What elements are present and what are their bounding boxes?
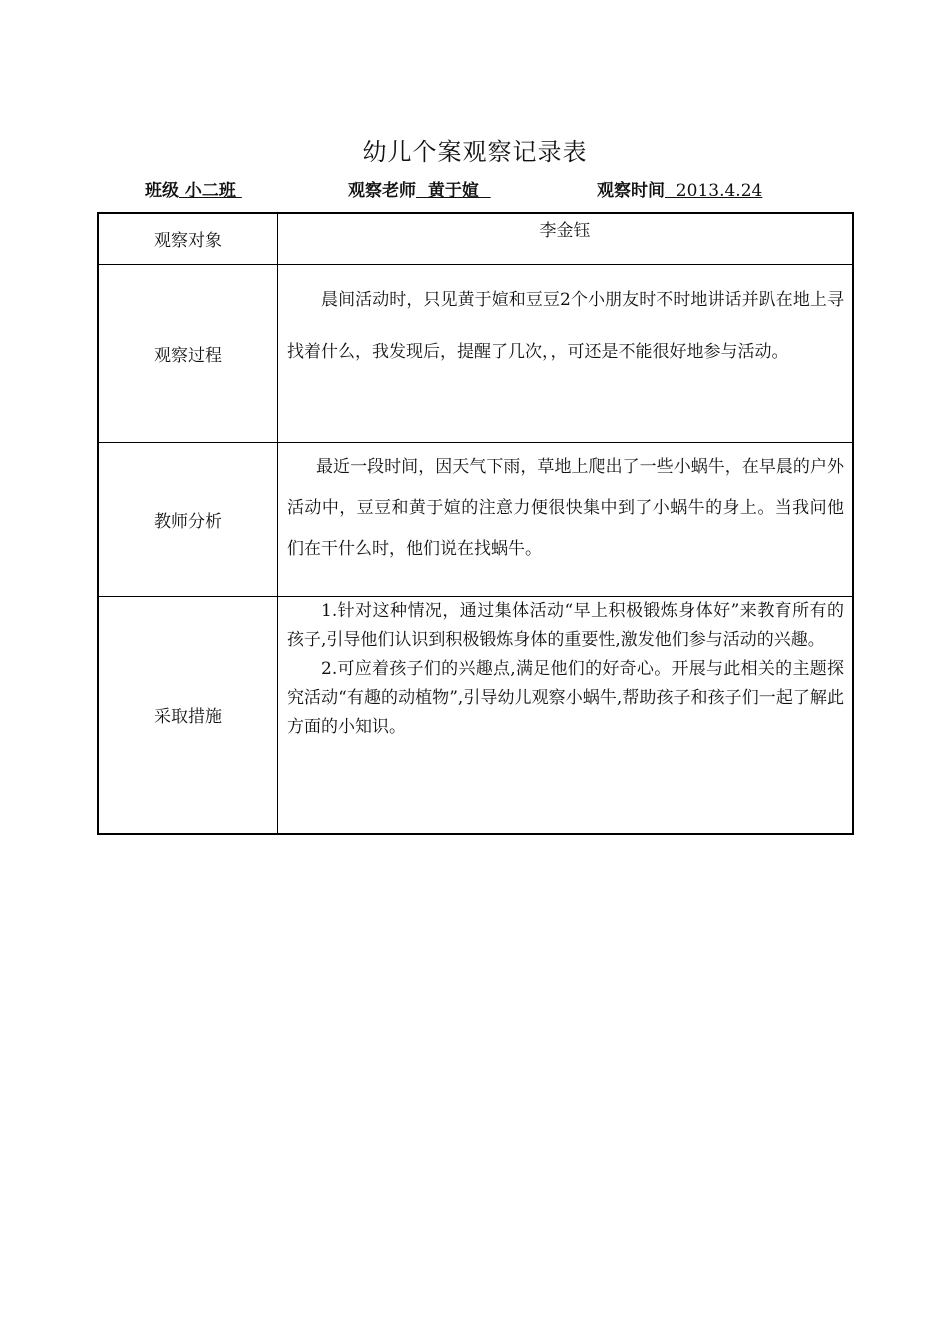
teacher-label: 观察老师 [348, 181, 416, 201]
class-label: 班级 [145, 181, 179, 201]
measures-cell [278, 596, 854, 834]
page-title: 幼儿个案观察记录表 [362, 138, 588, 166]
time-label: 观察时间 [597, 181, 665, 201]
process-cell [278, 264, 854, 442]
measures-label: 采取措施 [98, 596, 278, 834]
table-row-subject [98, 213, 853, 264]
table-row-process [98, 264, 853, 442]
measure-item: 2.可应着孩子们的兴趣点,满足他们的好奇心。开展与此相关的主题探究活动“有趣的动植物”,引导幼儿观察小蜗牛,帮助孩子和孩子们一起了解此方面的小知识。 [287, 658, 844, 737]
observation-table [97, 212, 854, 835]
process-text: 晨间活动时，只见黄于媗和豆豆2个小朋友时不时地讲话并趴在地上寻找着什么，我发现后，提醒了几次，，可还是不能很好地参与活动。 [287, 289, 844, 362]
analysis-label: 教师分析 [98, 442, 278, 596]
measure-item: 1.针对这种情况，通过集体活动“早上积极锻炼身体好”来教育所有的孩子,引导他们认识到积极锻炼身体的重要性,激发他们参与活动的兴趣。 [287, 600, 844, 650]
time-field [597, 176, 762, 201]
process-label: 观察过程 [98, 264, 278, 442]
measures-list [278, 597, 852, 742]
analysis-text: 最近一段时间，因天气下雨，草地上爬出了一些小蜗牛，在早晨的户外活动中，豆豆和黄于媗的注意力便很快集中到了小蜗牛的身上。当我问他们在干什么时，他们说在找蜗牛。 [287, 456, 844, 559]
analysis-cell [278, 442, 854, 596]
subject-value: 李金钰 [539, 221, 591, 241]
time-value: 2013.4.24 [665, 181, 763, 201]
teacher-value: 黄于媗 [416, 181, 491, 201]
table-row-measures [98, 596, 853, 834]
teacher-field [348, 176, 491, 201]
class-field [145, 176, 242, 201]
class-value: 小二班 [179, 181, 242, 201]
table-row-analysis [98, 442, 853, 596]
subject-label: 观察对象 [98, 213, 278, 264]
subject-cell [278, 213, 854, 264]
